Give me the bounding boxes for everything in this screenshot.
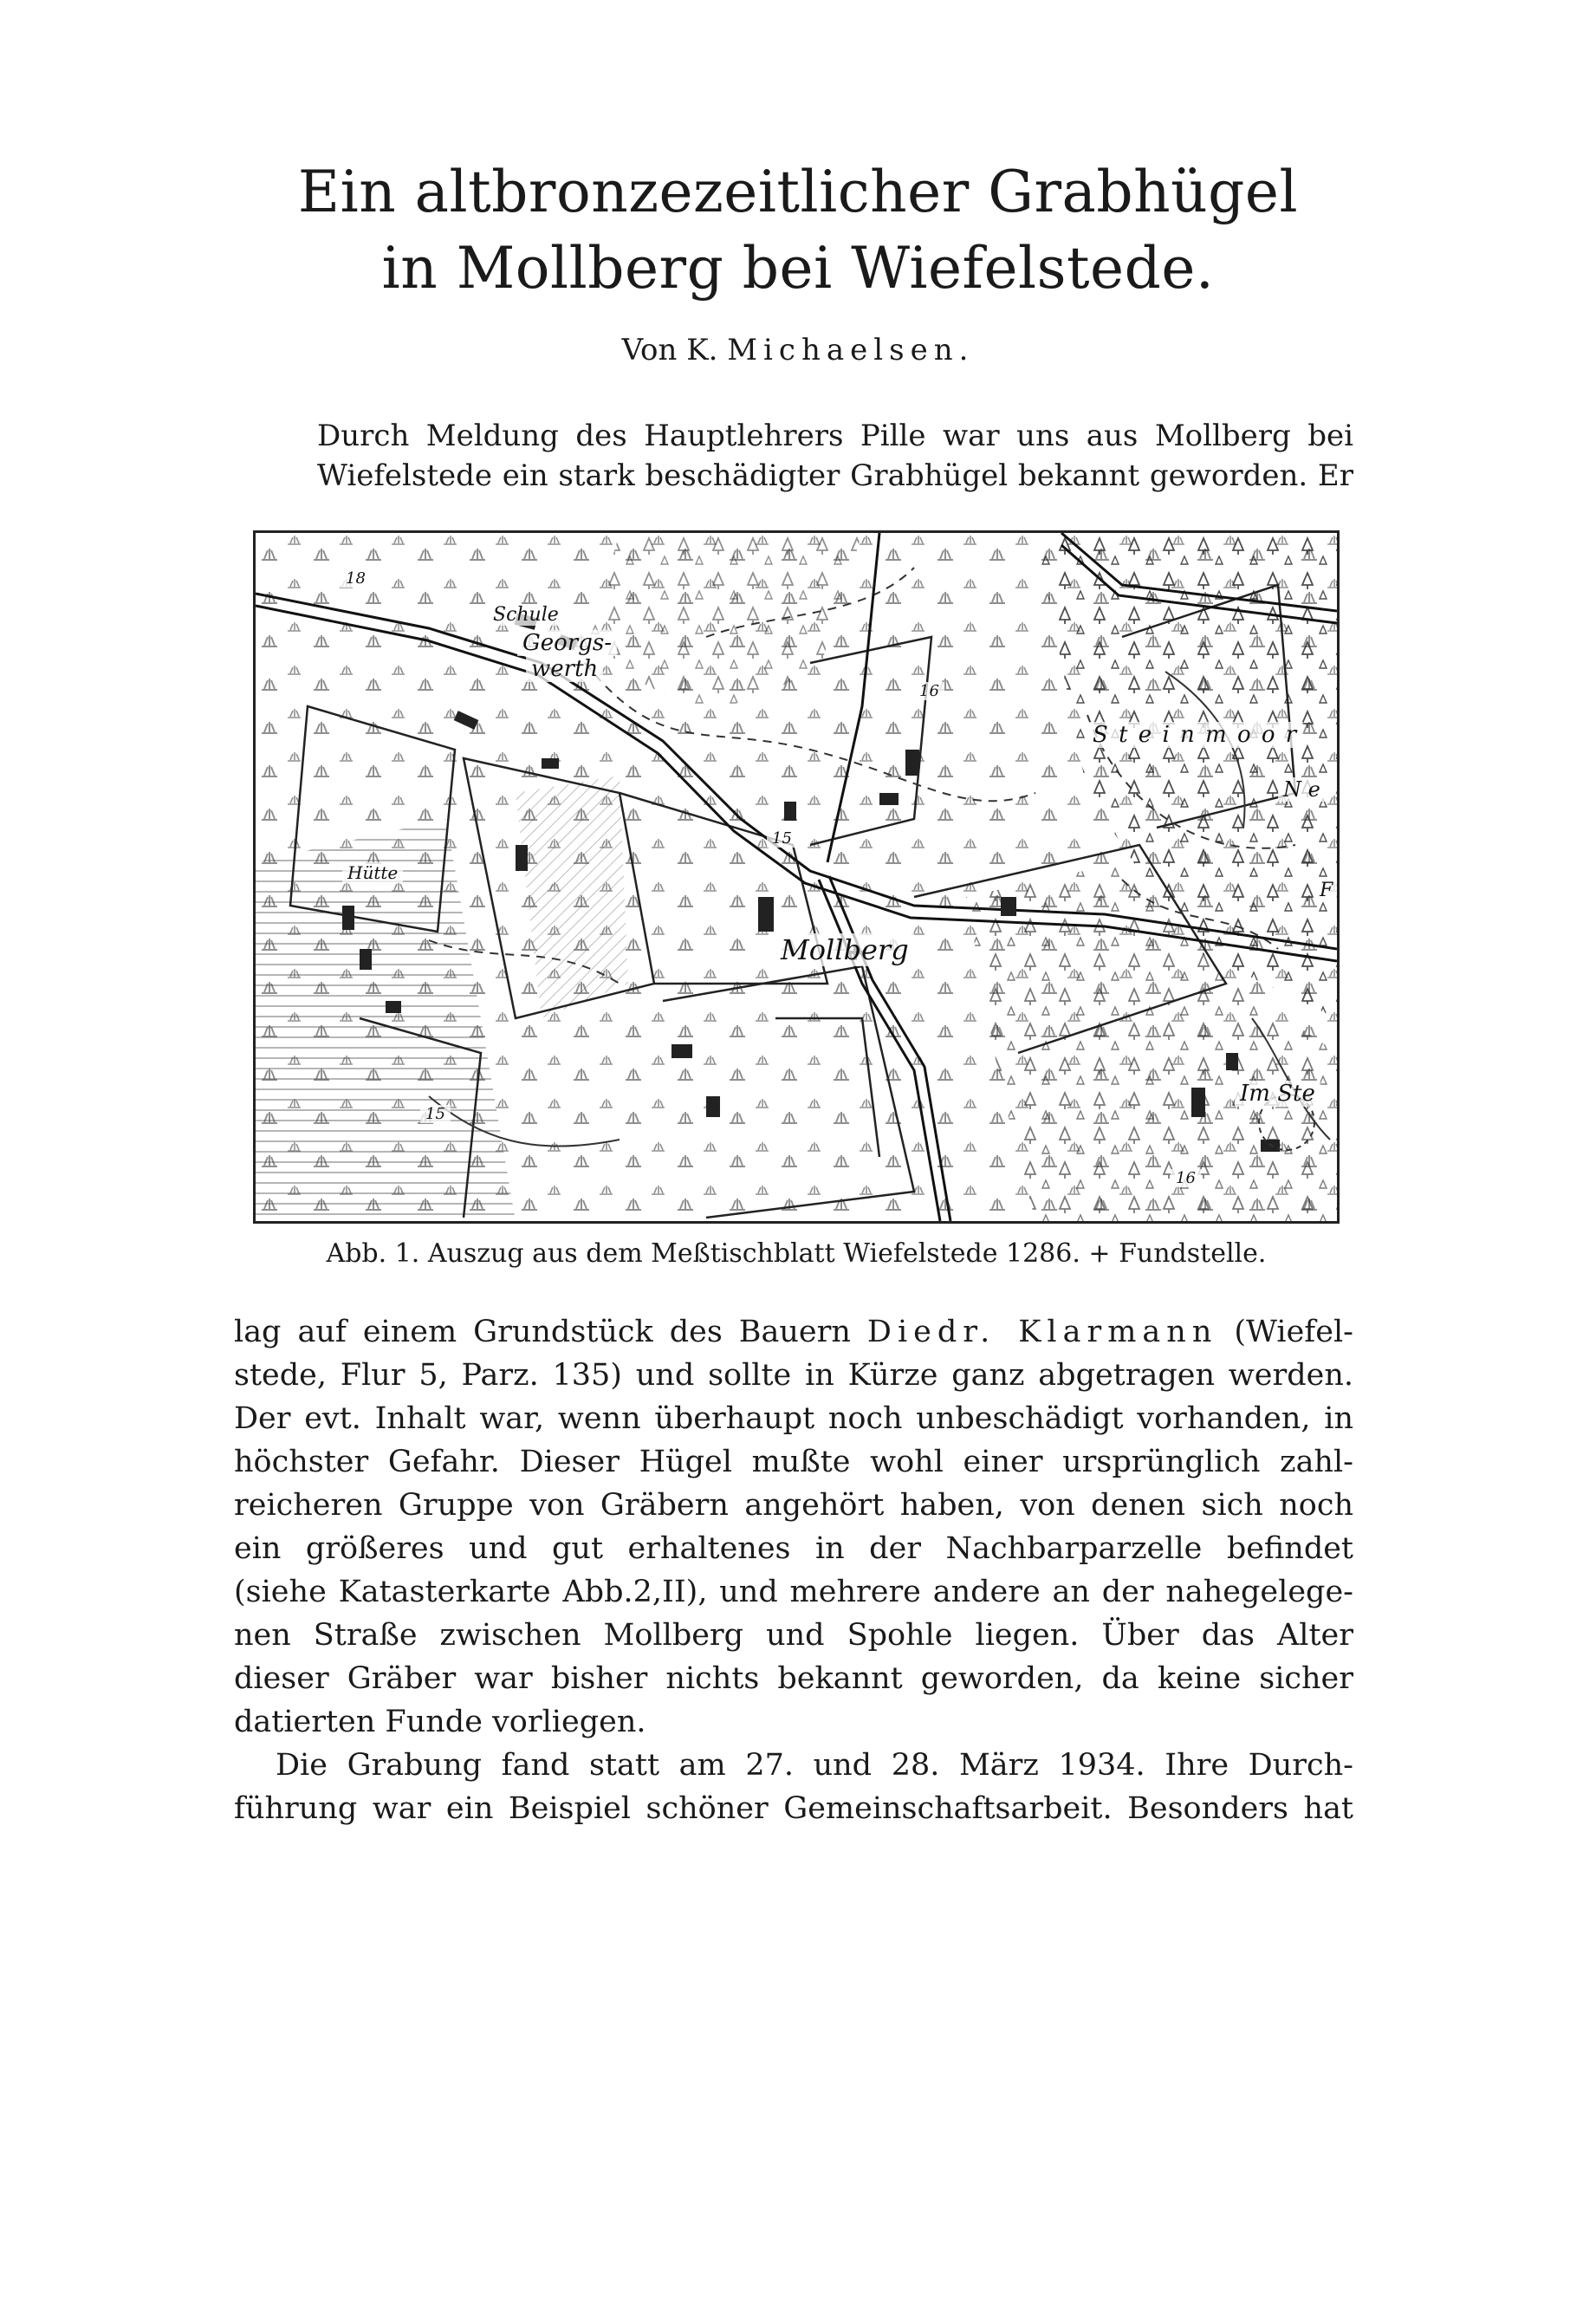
author-prefix: Von K. <box>621 333 718 367</box>
map-label-georgs: Georgs- <box>517 630 617 656</box>
body-p3-line-2: führung war ein Beispiel schöner Gemeinschaftsarbeit. Besonders hat <box>234 1791 1353 1826</box>
body-line-1 <box>234 1310 1353 1354</box>
author-name: Michaelsen. <box>727 333 975 367</box>
map-label-schule: Schule <box>488 604 564 626</box>
map-label-mollberg: Mollberg <box>775 933 914 966</box>
body-line-3: Der evt. Inhalt war, wenn überhaupt noch unbeschädigt vorhanden, in <box>234 1401 1353 1436</box>
body-line-8: nen Straße zwischen Mollberg und Spohle liegen. Über das Alter <box>234 1618 1353 1653</box>
map-label-huette: Hütte <box>342 862 403 883</box>
map-label-im-ste: Im Ste <box>1235 1081 1320 1107</box>
title-line-2: in Mollberg bei Wiefelstede. <box>381 235 1215 302</box>
body-paragraph-2 <box>234 1744 1353 1830</box>
map-height-15-b: 15 <box>420 1105 451 1123</box>
map-figure <box>253 530 1340 1224</box>
map-label-ne: N e <box>1278 777 1326 802</box>
body-line-5: reicheren Gruppe von Gräbern angehört haben, von denen sich noch <box>234 1488 1353 1523</box>
article-title <box>260 154 1336 307</box>
intro-line-2: Wiefelstede ein stark beschädigter Grabhügel bekannt geworden. Er <box>317 458 1353 493</box>
intro-paragraph <box>317 416 1353 496</box>
body-line-1-c: (Wiefel- <box>1234 1315 1353 1349</box>
body-p3-line-1: Die Grabung fand statt am 27. und 28. März 1934. Ihre Durch- <box>276 1748 1353 1783</box>
body-line-9: dieser Gräber war bisher nichts bekannt geworden, da keine sicher <box>234 1661 1353 1696</box>
body-line-2: stede, Flur 5, Parz. 135) und sollte in Kürze ganz abgetragen werden. <box>234 1358 1353 1393</box>
body-paragraph-1 <box>234 1310 1353 1744</box>
map-label-steinmoor: S t e i n m o o r <box>1087 722 1303 748</box>
author-line <box>260 333 1336 367</box>
map-label-werth: werth <box>526 656 603 682</box>
map-label-f: F <box>1314 880 1338 901</box>
map-height-18: 18 <box>341 569 371 588</box>
body-line-1-a: lag auf einem Grundstück des Bauern <box>234 1315 851 1349</box>
map-height-16-b: 16 <box>1171 1169 1201 1187</box>
intro-line-1: Durch Meldung des Hauptlehrers Pille war uns aus Mollberg bei <box>317 419 1353 453</box>
farmer-name: Diedr. Klarmann <box>866 1315 1218 1349</box>
title-line-1: Ein altbronzezeitlicher Grabhügel <box>297 159 1299 225</box>
body-line-4: höchster Gefahr. Dieser Hügel mußte wohl einer ursprünglich zahl- <box>234 1445 1353 1479</box>
map-drawing <box>256 533 1337 1221</box>
body-line-10: datierten Funde vorliegen. <box>234 1705 646 1739</box>
body-line-7: (siehe Katasterkarte Abb.2,II), und mehrere andere an der nahegelege- <box>234 1575 1353 1609</box>
body-line-6: ein größeres und gut erhaltenes in der Nachbarparzelle befindet <box>234 1531 1353 1566</box>
map-height-15-a: 15 <box>767 829 797 848</box>
figure-caption: Abb. 1. Auszug aus dem Meßtischblatt Wiefelstede 1286. + Fundstelle. <box>326 1238 1267 1269</box>
map-height-16-a: 16 <box>914 682 944 700</box>
